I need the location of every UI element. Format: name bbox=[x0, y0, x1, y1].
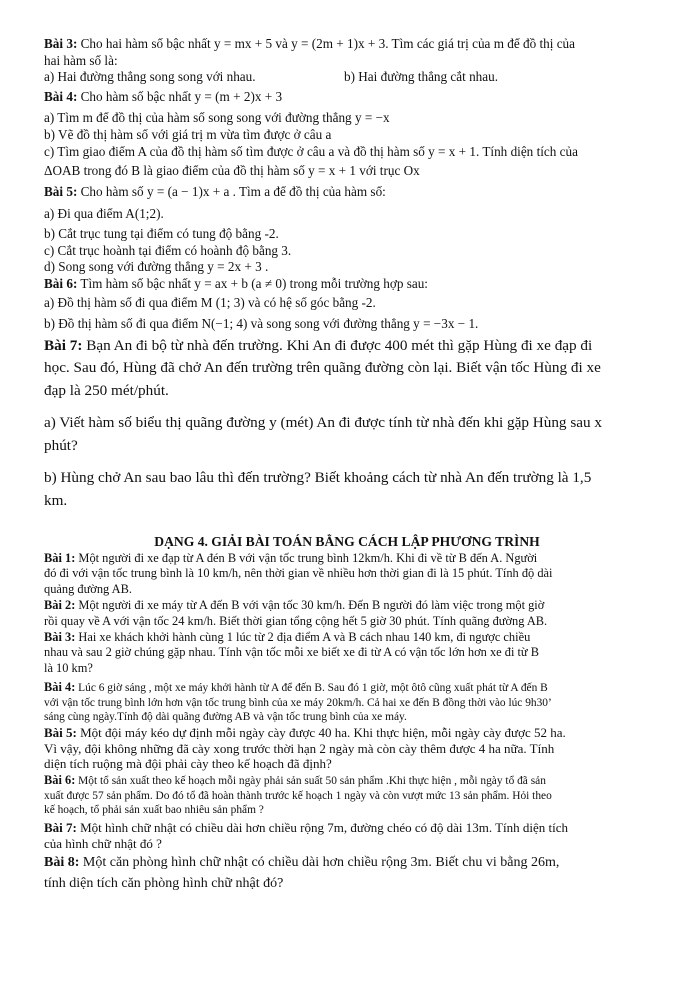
problem-text: Hai xe khách khởi hành cùng 1 lúc từ 2 địa điểm A và B cách nhau 140 km, đi ngược chiều bbox=[75, 629, 531, 644]
problem-text-line: là 10 km? bbox=[44, 661, 93, 676]
problem-text: Một người đi xe đạp từ A đén B với vận tốc trung bình 12km/h. Khi đi về từ B đến A. Người bbox=[75, 550, 538, 565]
problem-text: Một đội máy kéo dự định mỗi ngày cày được 40 ha. Khi thực hiện, mỗi ngày cày được 52 ha. bbox=[76, 724, 566, 740]
exercise-label: Bài 4: bbox=[44, 88, 78, 104]
problem-text-line: diện tích ruộng mà đội phải cày theo kế hoạch đã định? bbox=[44, 756, 332, 772]
exercise-text: Cho hàm số bậc nhất y = (m + 2)x + 3 bbox=[77, 88, 283, 104]
exercise-label: Bài 6: bbox=[44, 275, 78, 291]
exercise-7 bbox=[44, 335, 650, 358]
problem-text-line: Vì vậy, đội không những đã cày xong trước thời hạn 2 ngày mà còn cày thêm được 4 ha nữa. Tính bbox=[44, 740, 555, 756]
exercise-text: Cho hai hàm số bậc nhất y = mx + 5 và y = (2m + 1)x + 3. Tìm các giá trị của m để đồ thị của bbox=[77, 36, 576, 51]
part-a: a) Đồ thị hàm số đi qua điểm M (1; 3) và có hệ số góc bằng -2. bbox=[44, 295, 376, 311]
exercise-label: Bài 5: bbox=[44, 183, 78, 199]
exercise-label: Bài 3: bbox=[44, 36, 78, 51]
exercise-text-line: hai hàm số là: bbox=[44, 52, 118, 68]
problem-label: Bài 5: bbox=[44, 724, 77, 740]
problem-text-line: với vận tốc trung bình lớn hơn vận tốc trung bình của xe máy 20km/h. Cả hai xe đến B đồng thời vào lúc 9h30’ bbox=[44, 696, 552, 709]
section-heading: DẠNG 4. GIẢI BÀI TOÁN BẰNG CÁCH LẬP PHƯƠNG TRÌNH bbox=[154, 534, 540, 549]
problem-2 bbox=[44, 598, 650, 614]
part-c-cont: ΔOAB trong đó B là giao điểm của đồ thị hàm số y = x + 1 với trục Ox bbox=[44, 163, 420, 179]
problem-text-line: đó đi với vận tốc trung bình là 10 km/h, nên thời gian về nhiều hơn thời gian đi là 15 phút. Tính độ dài bbox=[44, 566, 553, 581]
problem-text-line: rồi quay về A với vận tốc 24 km/h. Biết thời gian tổng cộng hết 5 giờ 30 phút. Tính quãng đường AB. bbox=[44, 613, 548, 628]
part-b: b) Vẽ đồ thị hàm số với giá trị m vừa tìm được ở câu a bbox=[44, 126, 332, 142]
exercise-6 bbox=[44, 276, 650, 293]
problem-text-line: kế hoạch, tổ phải sản xuất bao nhiêu sản phẩm ? bbox=[44, 804, 264, 817]
problem-text: Một tổ sản xuất theo kế hoạch mỗi ngày phải sản suất 50 sản phẩm .Khi thực hiện , mỗi ngày tổ đã sản bbox=[75, 775, 546, 788]
exercise-text: Cho hàm số y = (a − 1)x + a . Tìm a để đồ thị của hàm số: bbox=[77, 183, 386, 199]
part-b: b) Cắt trục tung tại điểm có tung độ bằng -2. bbox=[44, 225, 279, 241]
part-b: b) Đồ thị hàm số đi qua điểm N(−1; 4) và song song với đường thẳng y = −3x − 1. bbox=[44, 315, 479, 331]
problem-text-line: tính diện tích căn phòng hình chữ nhật đó? bbox=[44, 875, 284, 891]
problem-1 bbox=[44, 551, 650, 567]
problem-text: Một hình chữ nhật có chiều dài hơn chiều rộng 7m, đường chéo có độ dài 13m. Tính diện tích bbox=[76, 819, 569, 835]
part-b: b) Hùng chở An sau bao lâu thì đến trường? Biết khoảng cách từ nhà An đến trường là 1,5 bbox=[44, 469, 592, 486]
problem-8 bbox=[44, 854, 650, 872]
problem-text: Một căn phòng hình chữ nhật có chiều dài hơn chiều rộng 3m. Biết chu vi bằng 26m, bbox=[79, 854, 560, 870]
exercise-text-line: đạp là 250 mét/phút. bbox=[44, 381, 169, 399]
problem-3 bbox=[44, 630, 650, 646]
part-a-cont: phút? bbox=[44, 436, 78, 454]
part-a: a) Tìm m để đồ thị của hàm số song song với đường thẳng y = −x bbox=[44, 110, 390, 126]
exercise-text: Tìm hàm số bậc nhất y = ax + b (a ≠ 0) trong mỗi trường hợp sau: bbox=[77, 275, 428, 291]
problem-label: Bài 1: bbox=[44, 550, 76, 565]
problem-text: Một người đi xe máy từ A đến B với vận tốc 30 km/h. Đến B người đó làm việc trong một giờ bbox=[75, 597, 545, 612]
problem-label: Bài 2: bbox=[44, 597, 76, 612]
part-a: a) Viết hàm số biểu thị quãng đường y (mét) An đi được tính từ nhà đến khi gặp Hùng sau x bbox=[44, 414, 602, 431]
problem-label: Bài 8: bbox=[44, 854, 80, 870]
problem-text-line: của hình chữ nhật đó ? bbox=[44, 835, 162, 851]
problem-text-line: nhau và sau 2 giờ chúng gặp nhau. Tính vận tốc mỗi xe biết xe đi từ A có vận tốc lớn hơn xe đi từ B bbox=[44, 645, 540, 660]
part-a: a) Đi qua điểm A(1;2). bbox=[44, 206, 164, 222]
part-c: c) Cắt trục hoành tại điểm có hoành độ bằng 3. bbox=[44, 242, 292, 258]
problem-4 bbox=[44, 680, 650, 696]
problem-text: Lúc 6 giờ sáng , một xe máy khởi hành từ A để đến B. Sau đó 1 giờ, một ôtô cũng xuất phát từ A đến B bbox=[75, 681, 548, 694]
exercise-5 bbox=[44, 184, 650, 201]
part-d: d) Song song với đường thẳng y = 2x + 3 . bbox=[44, 259, 269, 275]
exercise-text-line: học. Sau đó, Hùng đã chở An đến trường trên quãng đường còn lại. Biết vận tốc Hùng đi xe bbox=[44, 359, 601, 376]
problem-text-line: sáng cùng ngày.Tính độ dài quãng đường AB và vận tốc trung bình của xe máy. bbox=[44, 711, 407, 724]
problem-label: Bài 3: bbox=[44, 629, 76, 644]
exercise-3-parts bbox=[44, 69, 650, 86]
problem-5 bbox=[44, 725, 650, 741]
problem-text-line: quảng đường AB. bbox=[44, 582, 132, 597]
problem-6 bbox=[44, 773, 650, 789]
exercise-label: Bài 7: bbox=[44, 336, 83, 354]
problem-label: Bài 7: bbox=[44, 819, 77, 835]
problem-text-line: xuất được 57 sản phẩm. Do đó tổ đã hoàn thành trước kế hoạch 1 ngày và còn vượt mức 13 sản phẩm. Hỏi theo bbox=[44, 789, 552, 802]
problem-label: Bài 6: bbox=[44, 773, 76, 788]
part-c: c) Tìm giao điểm A của đồ thị hàm số tìm được ở câu a và đồ thị hàm số y = x + 1. Tính diện tích của bbox=[44, 143, 578, 159]
problem-label: Bài 4: bbox=[44, 679, 76, 694]
exercise-4 bbox=[44, 89, 650, 106]
part-b-cont: km. bbox=[44, 491, 68, 509]
exercise-3 bbox=[44, 36, 650, 53]
problem-7 bbox=[44, 820, 650, 836]
part-a: a) Hai đường thẳng song song với nhau. bbox=[44, 69, 256, 85]
part-b: b) Hai đường thẳng cắt nhau. bbox=[344, 69, 499, 85]
exercise-text: Bạn An đi bộ từ nhà đến trường. Khi An đi được 400 mét thì gặp Hùng đi xe đạp đi bbox=[82, 336, 593, 354]
